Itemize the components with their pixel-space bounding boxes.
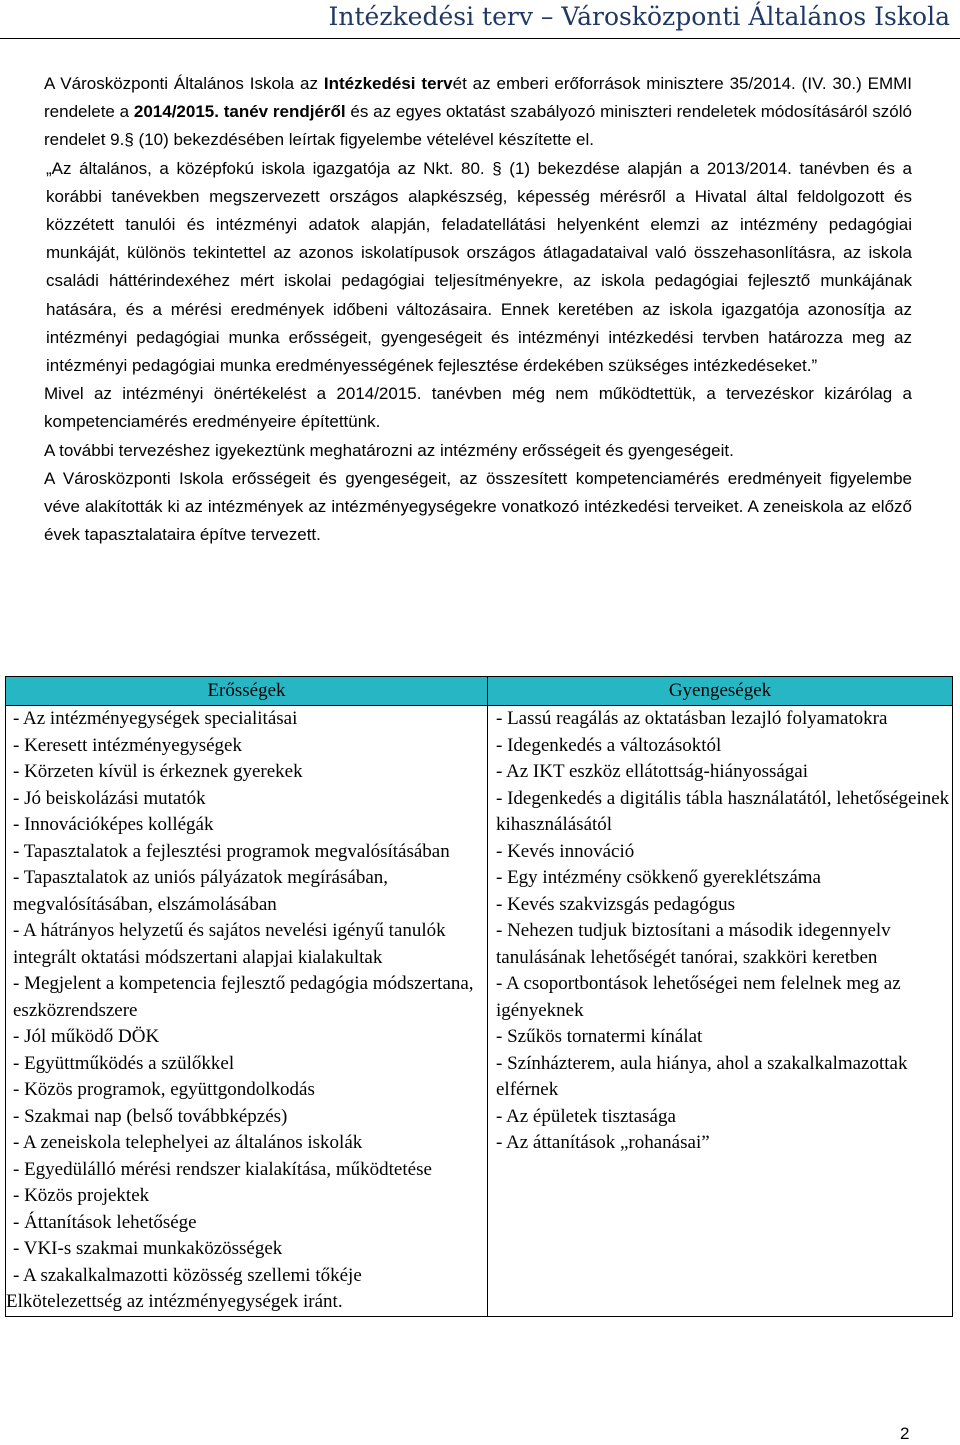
self-assessment-paragraph: Mivel az intézményi önértékelést a 2014/2015. tanévben még nem működtettük, a tervezéskor kizárólag a kompetenciamérés eredményeire építettünk. xyxy=(44,384,912,432)
list-item: - Jó beiskolázási mutatók xyxy=(13,787,206,809)
strengths-last-item: Elkötelezettség az intézményegységek iránt. xyxy=(6,1291,343,1312)
list-item: - Az intézményegységek specialitásai xyxy=(13,708,298,729)
list-item: - Kevés szakvizsgás pedagógus xyxy=(496,893,736,915)
weaknesses-header: Gyengeségek xyxy=(488,677,953,706)
list-item: - Jól működő DÖK xyxy=(13,1026,160,1047)
list-item: - A csoportbontások lehetőségei nem felelnek meg az igényeknek xyxy=(496,973,901,1021)
list-item: - Színházterem, aula hiánya, ahol a szakalkalmazottak elférnek xyxy=(496,1052,908,1100)
list-item: - Innovációképes kollégák xyxy=(13,814,214,835)
list-item: - A szakalkalmazotti közösség szellemi tőkéje xyxy=(13,1264,362,1286)
body-text xyxy=(44,70,912,549)
intro-text-e: és az egyes oktatást szabályozó miniszteri rendeletek módosításáról szóló rendelet 9.§ (10) bekezdésében leírtak figyelembe vételével készítette el. xyxy=(44,102,912,150)
header-title: Intézkedési terv – Városközponti Általános Iskola xyxy=(328,2,950,31)
list-item: - Egy intézmény csökkenő gyereklétszáma xyxy=(496,867,821,888)
strengths-header: Erősségek xyxy=(6,677,488,706)
list-item: - A hátrányos helyzetű és sajátos nevelési igényű tanulók integrált oktatási módszertani alapjai kialakultak xyxy=(13,920,446,968)
list-item: - Keresett intézményegységek xyxy=(13,734,242,756)
list-item: - Szűkös tornatermi kínálat xyxy=(496,1026,703,1047)
list-item: - Szakmai nap (belső továbbképzés) xyxy=(13,1105,288,1127)
list-item: - Nehezen tudjuk biztosítani a második idegennyelv tanulásának lehetőségét tanórai, szakköri keretben xyxy=(496,920,891,968)
page-header xyxy=(0,0,960,39)
list-item: - Egyedülálló mérési rendszer kialakítása, működtetése xyxy=(13,1158,432,1180)
intro-text-c: ét az emberi erőforrások minisztere 35/2014. (IV. 30.) EMMI rendelete a xyxy=(44,74,912,122)
list-item: - A zeneiskola telephelyei az általános iskolák xyxy=(13,1132,363,1153)
list-item: - Idegenkedés a változásoktól xyxy=(496,734,722,756)
list-item: - Az épületek tisztasága xyxy=(496,1105,676,1127)
list-item: - Lassú reagálás az oktatásban lezajló folyamatokra xyxy=(496,708,888,729)
list-item: - Megjelent a kompetencia fejlesztő pedagógia módszertana, eszközrendszere xyxy=(13,973,474,1021)
list-item: - Áttanítások lehetősége xyxy=(13,1211,197,1233)
page-number: 2 xyxy=(900,1424,910,1443)
intro-text-bold-2: 2014/2015. tanév rendjéről xyxy=(133,102,346,122)
intro-paragraph xyxy=(44,70,912,155)
list-item: - Közös projektek xyxy=(13,1185,150,1206)
intro-text-a: A Városközponti Általános Iskola az xyxy=(44,74,324,93)
list-item: - Az áttanítások „rohanásai” xyxy=(496,1132,710,1153)
list-item: - Közös programok, együttgondolkodás xyxy=(13,1079,315,1100)
strengths-cell xyxy=(6,706,488,1317)
table-header-row xyxy=(6,677,953,706)
list-item: - Kevés innováció xyxy=(496,840,635,862)
list-item: - Tapasztalatok az uniós pályázatok megírásában, megvalósításában, elszámolásában xyxy=(13,867,388,915)
intro-text-bold-1: Intézkedési terv xyxy=(323,74,453,93)
list-item: - Az IKT eszköz ellátottság-hiányosságai xyxy=(496,761,808,782)
results-paragraph: A Városközponti Iskola erősségeit és gyengeségeit, az összesített kompetenciamérés eredményeit figyelembe véve alakították ki az intézmények az intézményegységekre vonatkozó intézkedési terveiket. A zeneiskola az előző évek tapasztalataira építve tervezett. xyxy=(44,468,912,545)
table-body-row xyxy=(6,706,953,1317)
quote-paragraph: „Az általános, a középfokú iskola igazgatója az Nkt. 80. § (1) bekezdése alapján a 2013/2014. tanévben és a korábbi tanévekben megszervezett országos alapkészség, képesség mérésről a Hivatal által feldolgozott és közzétett tanulói és intézményi adatok alapján, feladatellátási helyenként elemzi az intézmény pedagógiai munkáját, különös tekintettel az azonos iskolatípusok országos átlagadataival való összehasonlításra, az iskola családi háttérindexéhez mért iskolai pedagógiai teljesítményekre, az iskola pedagógiai fejlesztő munkájának hatására, és a mérési eredmények időbeni változásaira. Ennek keretében az iskola igazgatója azonosítja az intézményi pedagógiai munka erősségeit, gyengeségeit és intézményi intézkedési tervben határozza meg az intézményi pedagógiai munka eredményességének fejlesztése érdekében szükséges intézkedéseket.” xyxy=(46,158,912,376)
list-item: - Idegenkedés a digitális tábla használatától, lehetőségeinek kihasználásától xyxy=(496,787,950,835)
list-item: - Együttműködés a szülőkkel xyxy=(13,1052,235,1074)
strengths-list xyxy=(13,706,487,1289)
list-item: - Tapasztalatok a fejlesztési programok megvalósításában xyxy=(13,840,450,862)
weaknesses-list xyxy=(496,706,952,1157)
weaknesses-cell xyxy=(488,706,953,1317)
list-item: - Körzeten kívül is érkeznek gyerekek xyxy=(13,761,303,782)
strengths-weaknesses-table xyxy=(5,676,953,1317)
planning-paragraph: A további tervezéshez igyekeztünk meghatározni az intézmény erősségeit és gyengeségeit. xyxy=(44,440,734,460)
list-item: - VKI-s szakmai munkaközösségek xyxy=(13,1238,283,1259)
